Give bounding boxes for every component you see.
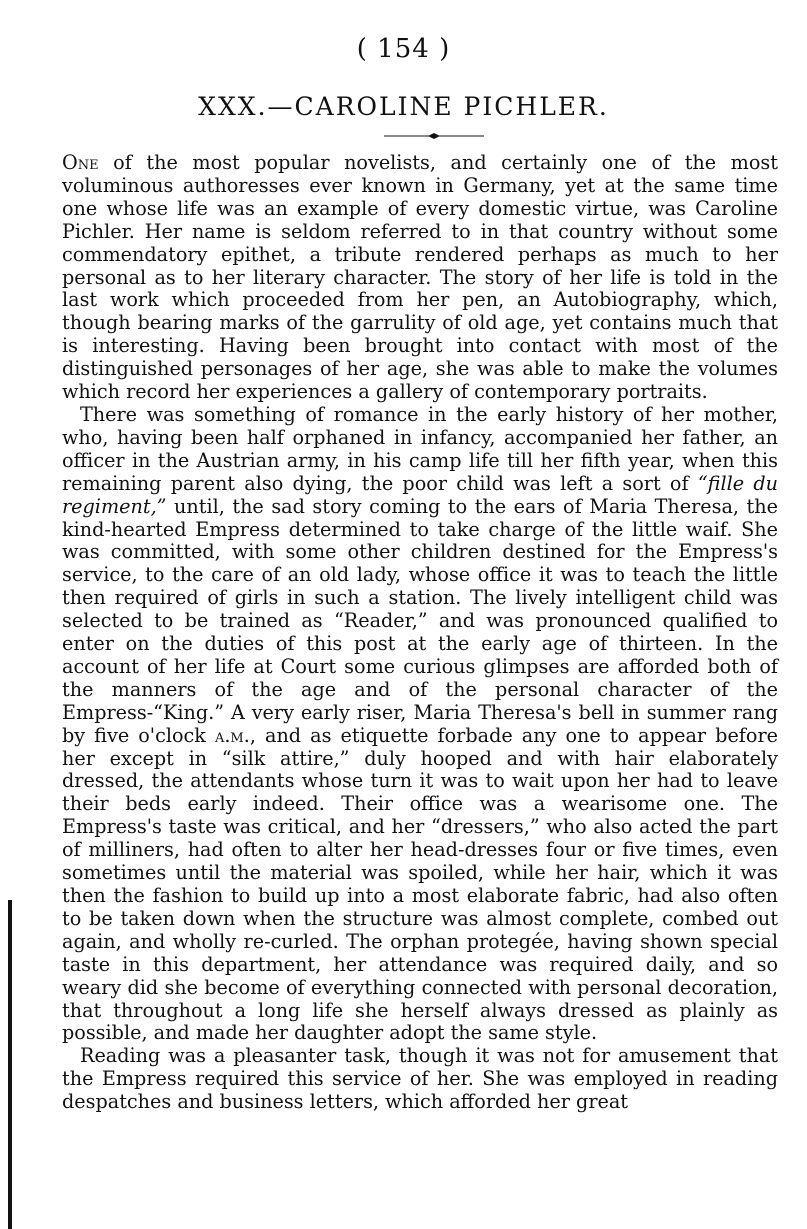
paragraph-2-part-3: , and as etiquette forbade any one to appear before her except in “silk attire,” duly hooped and with hair elaborately dressed, the attendants whose turn it was to wait upon her had to leave their beds early indeed. Their office was a wearisome one. The Empress's taste was critical, and her “dressers,” who also acted the part of milliners, had often to alter her head-dresses four or five times, even sometimes until the material was spoiled, while her hair, which it was then the fashion to build up into a most elaborate fabric, had also often to be taken down when the structure was almost complete, combed out again, and wholly re-curled. The orphan protegée, having shown special taste in this department, her attendance was required daily, and so weary did she become of everything connected with personal decoration, that throughout a long life she herself always dressed as plainly as possible, and made her daughter adopt the same style.: [62, 723, 778, 1045]
page-number: ( 154 ): [356, 34, 451, 64]
paragraph-1: [62, 152, 778, 404]
body-text: [62, 152, 778, 1114]
paragraph-2-part-2: until, the sad story coming to the ears of Maria Theresa, the kind-hearted Empress determined to take charge of the little waif. She was committed, with some other children destined for the Empress's service, to the care of an old lady, whose office it was to teach the little then required of girls in such a station. The lively intelligent child was selected to be trained as “Reader,” and was pronounced qualified to enter on the duties of this post at the early age of thirteen. In the account of her life at Court some curious glimpses are afforded both of the manners of the age and of the personal character of the Empress-“King.” A very early riser, Maria Theresa's bell in summer rang by five o'clock: [62, 494, 778, 747]
title-ornament-rule: [384, 131, 484, 141]
opening-word: One: [62, 151, 99, 174]
paragraph-2: [62, 404, 778, 1045]
paragraph-2-italic-phrase: “fille du regiment,”: [62, 471, 778, 518]
paragraph-2-time-abbrev: a.m.: [214, 723, 250, 747]
chapter-title: XXX.—CAROLINE PICHLER.: [198, 92, 609, 121]
paragraph-2-part-1: There was something of romance in the early history of her mother, who, having been half orphaned in infancy, accompanied her father, an officer in the Austrian army, in his camp life till her fifth year, when this remaining parent also dying, the poor child was left a sort of: [62, 402, 778, 495]
paragraph-3: [62, 1045, 778, 1114]
paragraph-3-text: Reading was a pleasanter task, though it was not for amusement that the Empress required this service of her. She was employed in reading despatches and business letters, which afforded her great: [62, 1044, 778, 1114]
page-edge-shadow: [8, 900, 12, 1229]
paragraph-1-text: of the most popular novelists, and certainly one of the most voluminous authoresses ever known in Germany, yet at the same time one whose life was an example of every domestic virtue, was Caroline Pichler. Her name is seldom referred to in that country without some commendatory epithet, a tribute rendered perhaps as much to her personal as to her literary character. The story of her life is told in the last work which proceeded from her pen, an Autobiography, which, though bearing marks of the garrulity of old age, yet contains much that is interesting. Having been brought into contact with most of the distinguished personages of her age, she was able to make the volumes which record her experiences a gallery of contemporary portraits.: [62, 151, 778, 404]
